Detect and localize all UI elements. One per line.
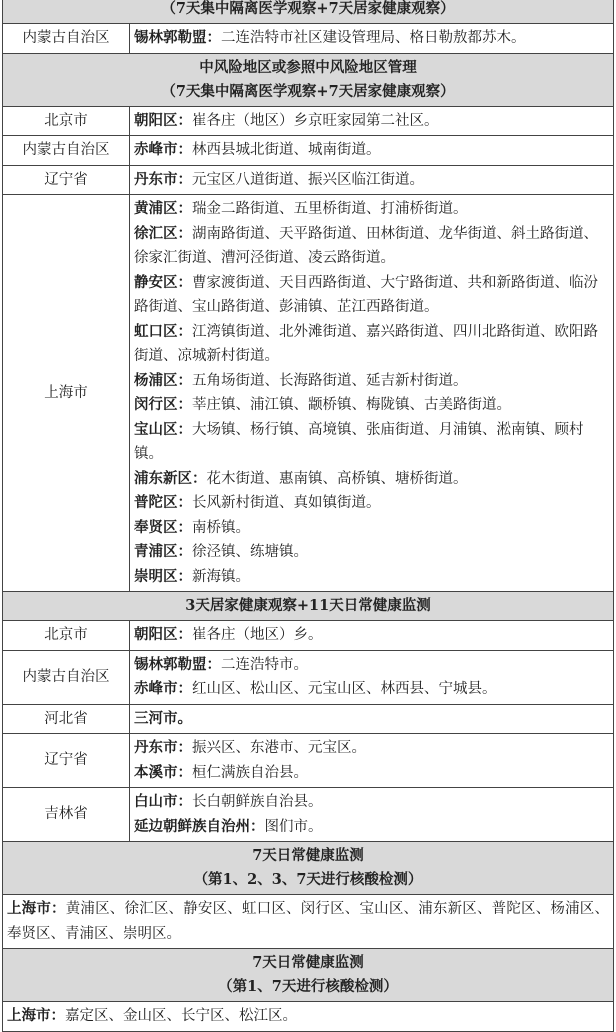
area-list bbox=[130, 165, 614, 195]
section-header-row bbox=[3, 592, 614, 621]
district-name: 崇明区： bbox=[134, 568, 192, 585]
area-paragraph bbox=[3, 1002, 614, 1032]
district-list: 嘉定区、金山区、长宁区、松江区。 bbox=[65, 1008, 297, 1024]
area-entry bbox=[134, 707, 609, 732]
region-row bbox=[3, 734, 614, 788]
area-entry bbox=[134, 790, 609, 815]
region-row bbox=[3, 704, 614, 734]
section-title-line: （7天集中隔离医学观察+7天居家健康观察） bbox=[161, 0, 455, 17]
district-areas: 湖南路街道、天平路街道、田林街道、龙华街道、斜土路街道、徐家汇街道、漕河泾街道、凌云路街道。 bbox=[134, 225, 598, 266]
district-name: 徐汇区： bbox=[134, 225, 192, 242]
district-areas: 桓仁满族自治县。 bbox=[192, 764, 308, 781]
district-name: 白山市： bbox=[134, 794, 192, 810]
area-entry bbox=[134, 623, 609, 648]
district-name: 锡林郭勒盟： bbox=[134, 656, 221, 673]
area-entry bbox=[134, 418, 609, 467]
region-name: 内蒙古自治区 bbox=[3, 650, 130, 704]
region-row bbox=[3, 650, 614, 704]
section-title bbox=[3, 53, 614, 106]
district-name: 三河市。 bbox=[134, 710, 192, 727]
area-entry bbox=[134, 467, 609, 492]
region-name: 河北省 bbox=[3, 704, 130, 734]
area-list bbox=[130, 734, 614, 788]
area-entry bbox=[134, 320, 609, 369]
section-title-line: （第1、7天进行核酸检测） bbox=[218, 978, 398, 995]
region-name: 内蒙古自治区 bbox=[3, 136, 130, 166]
district-areas: 新海镇。 bbox=[192, 568, 250, 585]
district-name: 静安区： bbox=[134, 274, 192, 291]
area-entry bbox=[134, 736, 609, 761]
city-name: 上海市： bbox=[7, 1008, 65, 1024]
district-areas: 曹家渡街道、天目西路街道、大宁路街道、共和新路街道、临汾路街道、宝山路街道、彭浦镇、芷江西路街道。 bbox=[134, 274, 598, 315]
district-name: 延边朝鲜族自治州： bbox=[134, 818, 265, 835]
area-entry bbox=[134, 197, 609, 222]
section-title-line: 7天日常健康监测 bbox=[252, 954, 364, 971]
section-header-row bbox=[3, 949, 614, 1002]
section-title-line: 3天居家健康观察+11天日常健康监测 bbox=[185, 597, 431, 614]
area-list bbox=[130, 136, 614, 166]
region-name: 北京市 bbox=[3, 621, 130, 651]
district-name: 赤峰市： bbox=[134, 681, 192, 697]
district-name: 虹口区： bbox=[134, 323, 192, 340]
district-areas: 五角场街道、长海路街道、延吉新村街道。 bbox=[192, 372, 468, 389]
section-title bbox=[3, 592, 614, 621]
area-list bbox=[130, 106, 614, 136]
region-name: 辽宁省 bbox=[3, 734, 130, 788]
region-name: 上海市 bbox=[3, 195, 130, 592]
district-areas: 大场镇、杨行镇、高境镇、张庙街道、月浦镇、淞南镇、顾村镇。 bbox=[134, 421, 584, 462]
district-name: 宝山区： bbox=[134, 421, 192, 438]
area-entry bbox=[134, 26, 609, 51]
district-name: 锡林郭勒盟： bbox=[134, 30, 221, 46]
district-list: 黄浦区、徐汇区、静安区、虹口区、闵行区、宝山区、浦东新区、普陀区、杨浦区、奉贤区、青浦区、崇明区。 bbox=[7, 901, 609, 942]
area-entry bbox=[134, 815, 609, 840]
area-list bbox=[130, 650, 614, 704]
section-title-line: 中风险地区或参照中风险地区管理 bbox=[199, 58, 417, 76]
area-entry bbox=[134, 565, 609, 590]
area-list bbox=[130, 195, 614, 592]
section-header-row bbox=[3, 0, 614, 24]
region-name: 内蒙古自治区 bbox=[3, 24, 130, 54]
district-name: 黄浦区： bbox=[134, 201, 192, 217]
district-areas: 二连浩特市。 bbox=[221, 656, 308, 673]
district-name: 丹东市： bbox=[134, 171, 192, 188]
section-title-line: （7天集中隔离医学观察+7天居家健康观察） bbox=[161, 82, 455, 100]
region-row bbox=[3, 106, 614, 136]
region-row bbox=[3, 788, 614, 842]
area-entry bbox=[134, 369, 609, 394]
section-title bbox=[3, 0, 614, 24]
district-areas: 崔各庄（地区）乡。 bbox=[192, 627, 323, 643]
district-areas: 南桥镇。 bbox=[192, 519, 250, 536]
area-entry bbox=[134, 109, 609, 134]
section-header-row bbox=[3, 53, 614, 106]
section-header-row bbox=[3, 842, 614, 895]
area-entry bbox=[134, 393, 609, 418]
district-areas: 花木街道、惠南镇、高桥镇、塘桥街道。 bbox=[206, 470, 468, 487]
area-entry bbox=[134, 653, 609, 678]
district-areas: 江湾镇街道、北外滩街道、嘉兴路街道、四川北路街道、欧阳路街道、凉城新村街道。 bbox=[134, 323, 598, 364]
region-name: 辽宁省 bbox=[3, 165, 130, 195]
district-areas: 徐泾镇、练塘镇。 bbox=[192, 544, 308, 560]
area-list bbox=[130, 621, 614, 651]
section-title bbox=[3, 949, 614, 1002]
area-entry bbox=[134, 138, 609, 163]
section-title-line: （第1、2、3、7天进行核酸检测） bbox=[193, 871, 423, 888]
district-name: 青浦区： bbox=[134, 544, 192, 560]
district-name: 普陀区： bbox=[134, 495, 192, 511]
district-areas: 图们市。 bbox=[264, 818, 323, 835]
district-name: 朝阳区： bbox=[134, 112, 192, 129]
area-entry bbox=[134, 516, 609, 541]
area-entry bbox=[134, 677, 609, 702]
area-entry bbox=[134, 271, 609, 320]
paragraph-row bbox=[3, 895, 614, 949]
risk-area-table bbox=[2, 0, 614, 1032]
area-entry bbox=[134, 222, 609, 271]
district-areas: 瑞金二路街道、五里桥街道、打浦桥街道。 bbox=[192, 201, 468, 217]
section-title bbox=[3, 842, 614, 895]
region-name: 北京市 bbox=[3, 106, 130, 136]
district-areas: 长风新村街道、真如镇街道。 bbox=[192, 495, 381, 511]
district-name: 浦东新区： bbox=[134, 470, 207, 487]
area-entry bbox=[134, 491, 609, 516]
district-areas: 二连浩特市社区建设管理局、格日勒敖都苏木。 bbox=[221, 30, 526, 46]
district-areas: 林西县城北街道、城南街道。 bbox=[192, 142, 381, 158]
region-row bbox=[3, 165, 614, 195]
region-row bbox=[3, 621, 614, 651]
area-list bbox=[130, 704, 614, 734]
region-name: 吉林省 bbox=[3, 788, 130, 842]
region-row bbox=[3, 136, 614, 166]
section-title-line: 7天日常健康监测 bbox=[252, 847, 364, 864]
area-list bbox=[130, 788, 614, 842]
paragraph-row bbox=[3, 1002, 614, 1032]
district-name: 杨浦区： bbox=[134, 372, 192, 389]
district-areas: 崔各庄（地区）乡京旺家园第二社区。 bbox=[192, 112, 439, 129]
area-list bbox=[130, 24, 614, 54]
district-areas: 莘庄镇、浦江镇、颛桥镇、梅陇镇、古美路街道。 bbox=[192, 397, 511, 413]
area-entry bbox=[134, 761, 609, 786]
region-row bbox=[3, 195, 614, 592]
region-row bbox=[3, 24, 614, 54]
area-entry bbox=[134, 540, 609, 565]
district-name: 奉贤区： bbox=[134, 519, 192, 536]
district-name: 丹东市： bbox=[134, 740, 192, 756]
district-areas: 振兴区、东港市、元宝区。 bbox=[192, 740, 366, 756]
district-areas: 元宝区八道街道、振兴区临江街道。 bbox=[192, 171, 424, 188]
district-name: 本溪市： bbox=[134, 764, 192, 781]
area-entry bbox=[134, 168, 609, 193]
district-name: 赤峰市： bbox=[134, 142, 192, 158]
district-areas: 红山区、松山区、元宝山区、林西县、宁城县。 bbox=[192, 681, 497, 697]
city-name: 上海市： bbox=[7, 901, 66, 917]
area-paragraph bbox=[3, 895, 614, 949]
district-name: 闵行区： bbox=[134, 397, 192, 413]
district-areas: 长白朝鲜族自治县。 bbox=[192, 794, 323, 810]
district-name: 朝阳区： bbox=[134, 627, 192, 643]
